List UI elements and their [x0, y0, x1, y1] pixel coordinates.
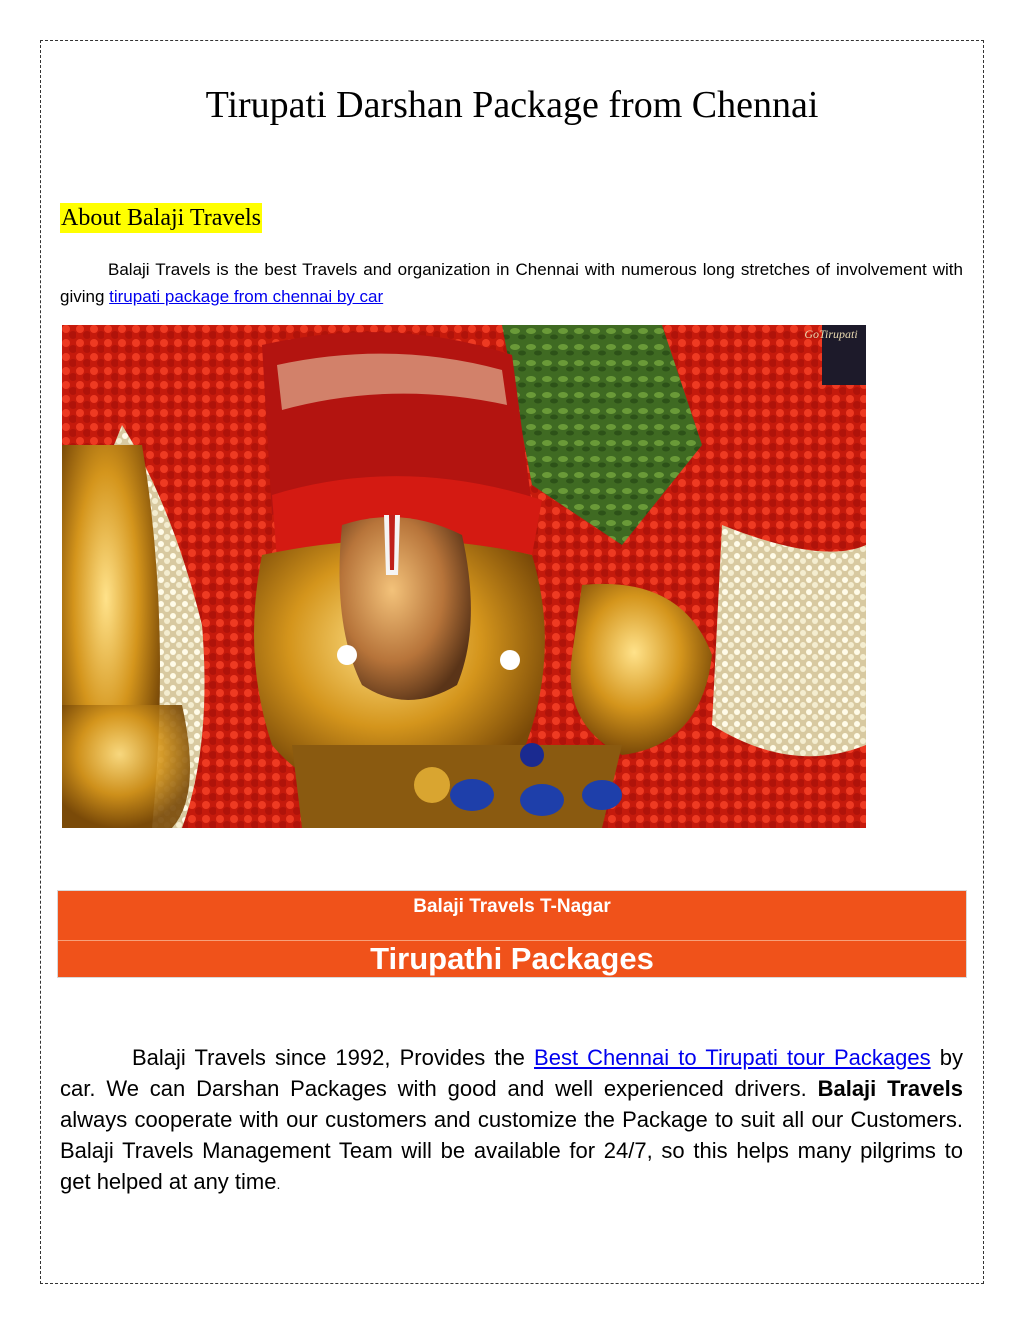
- intro-paragraph: [60, 256, 963, 310]
- intro-text: Balaji Travels is the best Travels and organization in Chennai with numerous long stretches of involvement with giving: [60, 260, 963, 306]
- banner-title: Tirupathi Packages: [370, 941, 654, 976]
- banner-subtitle: Balaji Travels T-Nagar: [413, 896, 611, 917]
- about-heading: About Balaji Travels: [61, 205, 262, 231]
- body-paragraph: [60, 1042, 963, 1200]
- body-text-2: by car. We can Darshan Packages with good and well experienced drivers.: [60, 1045, 963, 1101]
- body-text-3: always cooperate with our customers and customize the Package to suit all our Customers. Balaji Travels Management Team will be available for 24/7, so this helps many pilgrims to get helped at any time: [60, 1107, 963, 1194]
- body-text-1: Balaji Travels since 1992, Provides the: [132, 1045, 535, 1070]
- page-title: Tirupati Darshan Package from Chennai: [205, 84, 819, 126]
- tirupati-package-link[interactable]: tirupati package from chennai by car: [109, 287, 384, 306]
- deity-photo: [62, 325, 866, 828]
- body-end-mark: .: [276, 1176, 281, 1192]
- watermark-logo: GoTirupati: [804, 327, 858, 341]
- deity-illustration: [62, 325, 866, 828]
- tour-packages-link[interactable]: Best Chennai to Tirupati tour Packages: [534, 1045, 931, 1070]
- body-bold-text: Balaji Travels: [817, 1076, 963, 1101]
- packages-banner: [57, 890, 967, 978]
